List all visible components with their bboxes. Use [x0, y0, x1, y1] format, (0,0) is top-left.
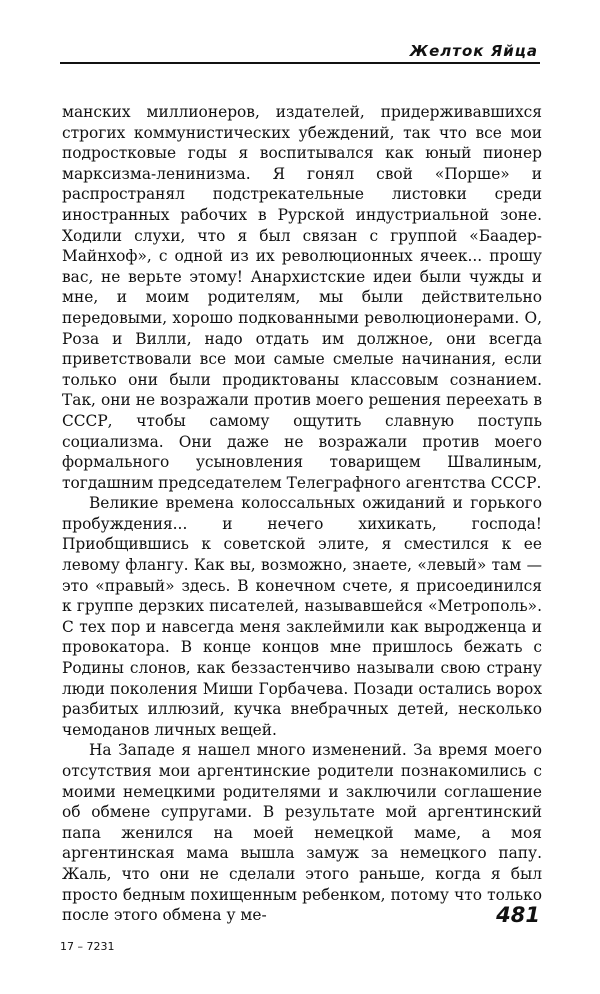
body-text	[62, 102, 542, 926]
running-title: Желток Яйца	[409, 42, 538, 60]
header-rule	[60, 62, 540, 64]
running-header	[60, 40, 540, 64]
page-number: 481	[496, 903, 540, 927]
paragraph: На Западе я нашел много изменений. За время моего отсутствия мои аргентинские родители познакомились с моими немецкими родителями и заключили соглашение об обмене супругами. В результате мой аргентинский папа женился на моей немецкой маме, а моя аргентинская мама вышла замуж за немецкого папу. Жаль, что они не сделали этого раньше, когда я был просто бедным похищенным ребенком, потому что только после этого обмена у ме-	[62, 741, 542, 925]
paragraph: Великие времена колоссальных ожиданий и горького пробуждения... и нечего хихикать, господа! Приобщившись к советской элите, я сместился к ее левому флангу. Как вы, возможно, знаете, «левый» там — это «правый» здесь. В конечном счете, я присоединился к группе дерзких писателей, называвшейся «Метрополь». С тех пор и навсегда меня заклеймили как выродженца и провокатора. В конце концов мне пришлось бежать с Родины слонов, как беззастенчиво называли свою страну люди поколения Миши Горбачева. Позади остались ворох разбитых иллюзий, кучка внебрачных детей, несколько чемоданов личных вещей.	[62, 494, 542, 739]
paragraph-continued: манских миллионеров, издателей, придерживавшихся строгих коммунистических убеждений, так что все мои подростковые годы я воспитывался как юный пионер марксизма-ленинизма. Я гонял свой «Порше» и распространял подстрекательные листовки среди иностранных рабочих в Рурской индустриальной зоне. Ходили слухи, что я был связан с группой «Баадер-Майнхоф», с одной из их революционных ячеек... прошу вас, не верьте этому! Анархистские идеи были чужды и мне, и моим родителям, мы были действительно передовыми, хорошо подкованными революционерами. О, Роза и Вилли, надо отдать им должное, они всегда приветствовали все мои самые смелые начинания, если только они были продиктованы классовым сознанием. Так, они не возражали против моего решения переехать в СССР, чтобы самому ощутить славную поступь социализма. Они даже не возражали против моего формального усыновления товарищем Швалиным, тогдашним председателем Телеграфного агентства СССР.	[62, 103, 542, 492]
signature-mark: 17 – 7231	[60, 940, 115, 953]
